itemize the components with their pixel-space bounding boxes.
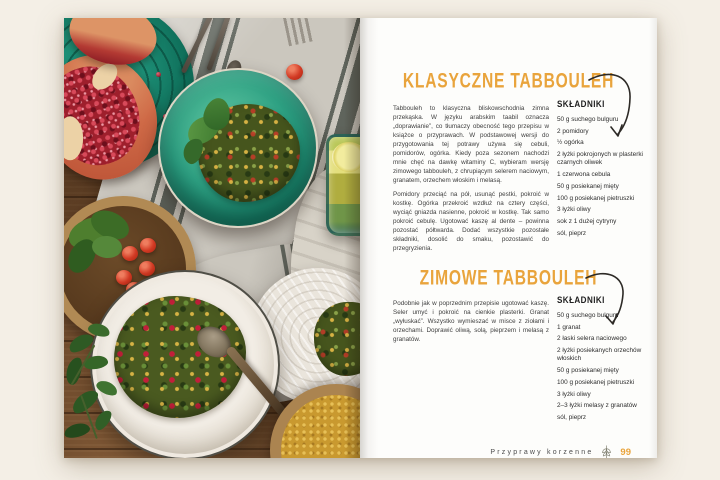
- recipe-2-intro: Podobnie jak w poprzednim przepisie ugotować kaszę. Seler umyć i pokroić na cienkie plasterki. Granat „wyłuskać”. Wszystko wymieszać w misce z ziołami i orzechami. Doprawić oliwą, solą, pieprzem i melasą z granatów.: [393, 300, 549, 343]
- ingredient: 3 łyżki oliwy: [557, 206, 591, 214]
- ingredient: sól, pieprz: [557, 414, 587, 422]
- recipe-title-zimowe-tabbouleh: ZIMOWE TABBOULEH: [419, 266, 598, 290]
- ingredient: 2 łyżki pokrojonych w plasterki czarnych oliwek: [557, 151, 643, 167]
- cherry-tomato: [139, 261, 155, 276]
- mint-leaf: [69, 386, 102, 417]
- ingredients-list: [557, 312, 654, 422]
- ingredient: 2–3 łyżki melasy z granatów: [557, 402, 637, 410]
- recipe-2-text: [393, 300, 549, 351]
- ingredients-heading: SKŁADNIKI: [557, 99, 605, 110]
- teal-salad-bowl: [158, 68, 318, 228]
- cherry-tomato: [122, 246, 138, 261]
- chapter-label: Przyprawy korzenne: [490, 448, 594, 456]
- ingredient: 50 g posiekanej mięty: [557, 182, 619, 190]
- ingredients-heading: SKŁADNIKI: [557, 295, 605, 306]
- drink-glass: [326, 134, 360, 236]
- recipe-title-klasyczne-tabbouleh: KLASYCZNE TABBOULEH: [402, 69, 615, 93]
- ingredients-box-2: [557, 295, 654, 426]
- loose-seed: [156, 72, 161, 77]
- page-footer: [360, 444, 631, 458]
- mint-leaf: [92, 408, 114, 433]
- ingredient: sól, pieprz: [557, 229, 587, 237]
- ingredient: 50 g suchego bulguru: [557, 116, 619, 123]
- lemon-slice: [332, 142, 360, 172]
- mint-sprigs: [64, 316, 178, 458]
- ingredient: 3 łyżki oliwy: [557, 390, 591, 398]
- tabbouleh-portion: [314, 302, 360, 376]
- ingredient: sok z 1 dużej cytryny: [557, 218, 617, 226]
- ingredient: ½ ogórka: [557, 139, 584, 147]
- ingredient: 50 g posiekanej mięty: [557, 367, 619, 375]
- ingredients-box-1: [557, 99, 654, 242]
- mint-leaf: [64, 421, 91, 440]
- cherry-tomato: [140, 238, 156, 253]
- cookbook-spread: [64, 18, 657, 458]
- ingredient: 1 czerwona cebula: [557, 171, 611, 179]
- recipe-1-intro: Tabbouleh to klasyczna bliskowschodnia zimna przekąska. W języku arabskim taabil oznacza „doprawianie”, co tłumaczy obecność tego przepisu w książce o przyprawach. W podstawowej wersji do przygotowania tej potrawy używa się cebuli, pomidorów, ogórka. Kiedy poza sezonem nachodzi mnie chęć na dawkę witaminy C, wybieram wersję zimowego tabbouleh, z chrupiącym selerem naciowym, granatem, orzechem włoskim i melasą.: [393, 105, 549, 184]
- ingredient: 100 g posiekanej pietruszki: [557, 378, 635, 386]
- ingredient: 50 g suchego bulguru: [557, 312, 619, 319]
- page-number: 99: [620, 446, 631, 458]
- recipe-1-text: [393, 105, 549, 260]
- ingredients-list: [557, 116, 654, 238]
- ingredient: 2 łyżki posiekanych orzechów włoskich: [557, 347, 642, 363]
- right-page: [360, 18, 657, 458]
- ingredient: 100 g posiekanej pietruszki: [557, 194, 635, 202]
- left-page-photo: [64, 18, 360, 458]
- ingredient: 1 granat: [557, 323, 581, 331]
- recipe-1-method: Pomidory przeciąć na pół, usunąć pestki, pokroić w kostkę. Ogórka przekroić wzdłuż na cztery części, wyciąć gniazda nasienne, pokroić w kostkę. Tak samo pokroić cebulę. Ugotować kaszę al dente – powinna pozostać półtwarda. Dodać wszystkie pozostałe składniki, dosolić do smaku, pozostawić do przegryzienia.: [393, 191, 549, 253]
- cherry-tomato: [286, 64, 303, 80]
- ingredient: 2 pomidory: [557, 127, 589, 135]
- ingredient: 2 łaski selera naciowego: [557, 335, 627, 343]
- botanical-sprig-icon: [600, 444, 613, 458]
